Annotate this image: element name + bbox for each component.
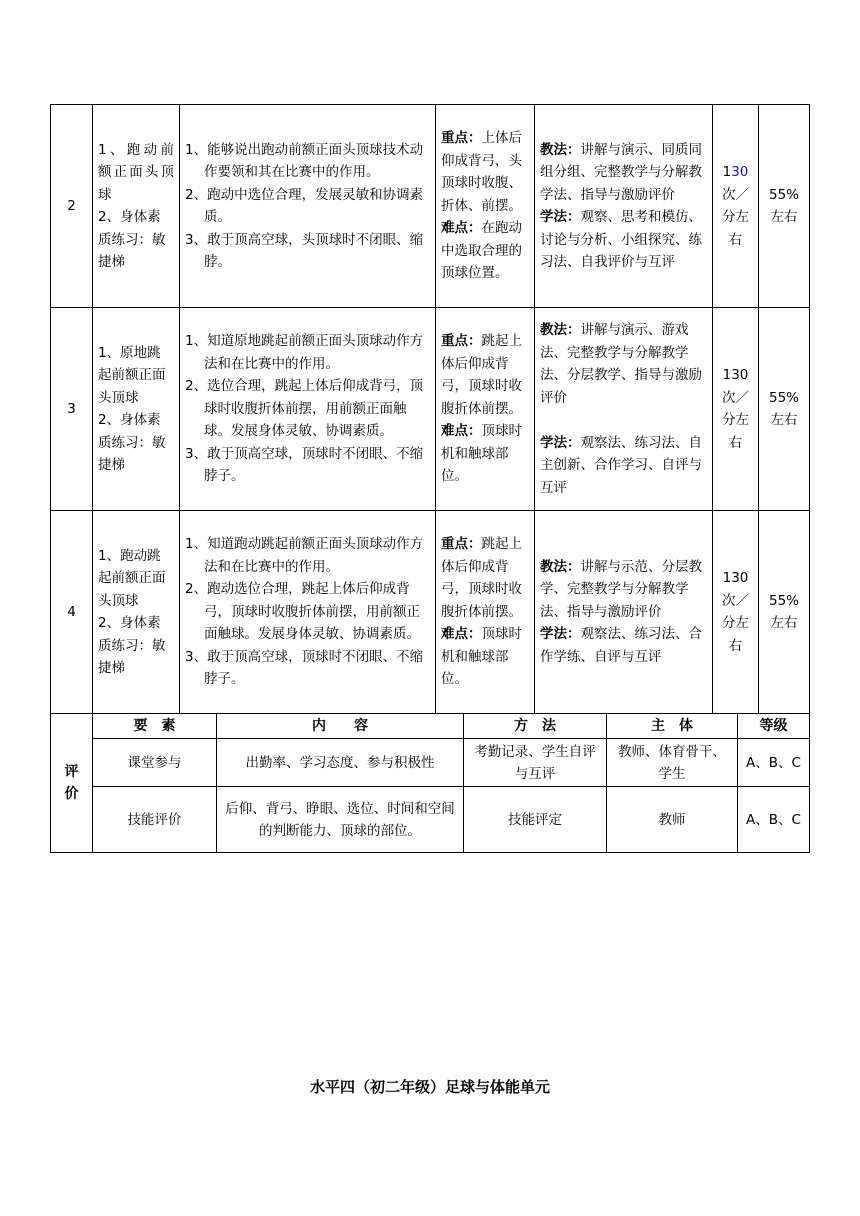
eval-element: 课堂参与 [93, 739, 217, 787]
eval-subject: 教师 [607, 787, 738, 853]
methods [535, 308, 713, 511]
density-unit: 次／分左右 [722, 186, 749, 248]
lesson-row-3 [51, 308, 810, 511]
exercise-rate: 55%左右 [759, 511, 810, 714]
exercise-density: 130次／分左右 [713, 308, 759, 511]
lesson-goals [180, 105, 436, 308]
lesson-goals [180, 511, 436, 714]
content-item: 1、原地跳起前额正面头顶球 [98, 344, 166, 406]
methods [535, 511, 713, 714]
evaluation-row [51, 739, 810, 787]
methods [535, 105, 713, 308]
lesson-number: 3 [51, 308, 93, 511]
evaluation-row [51, 787, 810, 853]
difficulty-label: 难点： [441, 423, 482, 440]
header-content: 内 容 [217, 714, 464, 739]
header-method: 方 法 [464, 714, 607, 739]
learning-method-label: 学法： [540, 434, 581, 451]
lesson-row-4 [51, 511, 810, 714]
unit-title: 水平四（初二年级）足球与体能单元 [309, 1078, 550, 1096]
learning-method-label: 学法： [540, 209, 581, 225]
lesson-plan-table [50, 104, 810, 714]
content-item: 1、跑动前额正面头顶 球 [98, 141, 188, 203]
eval-content: 后仰、背弓、睁眼、选位、时间和空间的判断能力、顶球的部位。 [217, 787, 464, 853]
key-label: 重点： [441, 536, 482, 553]
difficulty-label: 难点： [441, 220, 482, 237]
exercise-density: 130次／分左右 [713, 511, 759, 714]
learning-method-label: 学法： [540, 626, 581, 643]
lesson-content [93, 308, 180, 511]
goal-item: 2、选位合理，跳起上体后仰成背弓，顶球时收腹折体前摆，用前额正面触球。发展身体灵敏、协调素质。 [185, 378, 424, 440]
lesson-row-2 [51, 105, 810, 308]
goal-item: 1、知道原地跳起前额正面头顶球动作方法和在比赛中的作用。 [185, 333, 424, 372]
teaching-method-text: 讲解与示范、分层教学、完整教学与分解教学法、指导与激励评价 [540, 558, 702, 620]
eval-element: 技能评价 [93, 787, 217, 853]
evaluation-table [50, 713, 810, 853]
learning-method-text: 观察、思考和模仿、讨论与分析、小组探究、练习法、自我评价与互评 [540, 209, 702, 270]
exercise-rate: 55%左右 [759, 105, 810, 308]
content-item: 2、身体素质练习：敏捷梯 [98, 615, 166, 676]
content-item: 1、跑动跳起前额正面头顶球 [98, 547, 166, 609]
eval-method: 考勤记录、学生自评与互评 [464, 739, 607, 787]
key-text: 跳起上体后仰成背弓，顶球时收腹折体前摆。 [441, 536, 522, 620]
eval-subject: 教师、体育骨干、学生 [607, 739, 738, 787]
evaluation-label: 评价 [51, 714, 93, 853]
learning-method-text: 观察法、练习法、合作学练、自评与互评 [540, 626, 702, 665]
lesson-number: 2 [51, 105, 93, 308]
teaching-method-label: 教法： [540, 558, 581, 575]
teaching-method-label: 教法： [540, 141, 581, 158]
key-label: 重点： [441, 130, 482, 147]
content-item: 2、身体素质练习：敏捷梯 [98, 209, 166, 270]
eval-content: 出勤率、学习态度、参与积极性 [217, 739, 464, 787]
eval-grade: A、B、C [738, 787, 810, 853]
exercise-rate: 55%左右 [759, 308, 810, 511]
header-grade: 等级 [738, 714, 810, 739]
exercise-density [713, 105, 759, 308]
lesson-number: 4 [51, 511, 93, 714]
eval-method: 技能评定 [464, 787, 607, 853]
key-label: 重点： [441, 333, 482, 350]
goal-item: 2、跑动选位合理，跳起上体后仰成背弓，顶球时收腹折体前摆，用前额正面触球。发展身体灵敏、协调素质。 [185, 581, 420, 643]
lesson-goals [180, 308, 436, 511]
density-value: 30 [731, 164, 749, 180]
goal-item: 1、能够说出跑动前额正面头顶球技术动作要领和其在比赛中的作用。 [185, 141, 424, 180]
difficulty-text: 顶球时机和触球部位。 [441, 423, 522, 485]
difficulty-text: 在跑动中选取合理的顶球位置。 [441, 220, 522, 282]
goal-item: 2、跑动中选位合理，发展灵敏和协调素质。 [185, 186, 424, 225]
evaluation-header-row [51, 714, 810, 739]
learning-method-text: 观察法、练习法、自主创新、合作学习、自评与互评 [540, 434, 702, 496]
density-lead-digit: 1 [722, 164, 732, 180]
header-element: 要 素 [93, 714, 217, 739]
teaching-method-label: 教法： [540, 322, 581, 338]
goal-item: 3、敢于顶高空球，头顶球时不闭眼、缩脖。 [185, 231, 424, 270]
lesson-content [93, 511, 180, 714]
goal-item: 3、敢于顶高空球，顶球时不闭眼、不缩脖子。 [185, 445, 424, 485]
key-points [436, 308, 535, 511]
teaching-method-text: 讲解与演示、游戏法、完整教学与分解教学法、分层教学、指导与激励评价 [540, 322, 702, 406]
key-points [436, 105, 535, 308]
difficulty-text: 顶球时机和触球部位。 [441, 626, 522, 688]
teaching-method-text: 讲解与演示、同质同组分组、完整教学与分解教学法、指导与激励评价 [540, 141, 702, 203]
lesson-content [93, 105, 188, 308]
header-subject: 主 体 [607, 714, 738, 739]
key-points [436, 511, 535, 714]
goal-item: 1、知道跑动跳起前额正面头顶球动作方法和在比赛中的作用。 [185, 536, 424, 575]
content-item: 2、身体素质练习：敏捷梯 [98, 412, 166, 473]
key-text: 跳起上体后仰成背弓，顶球时收腹折体前摆。 [441, 333, 522, 417]
eval-grade: A、B、C [738, 739, 810, 787]
goal-item: 3、敢于顶高空球，顶球时不闭眼、不缩脖子。 [185, 648, 424, 688]
key-text: 上体后仰成背弓，头顶球时收腹、折体、前摆。 [441, 130, 522, 214]
difficulty-label: 难点： [441, 626, 482, 643]
